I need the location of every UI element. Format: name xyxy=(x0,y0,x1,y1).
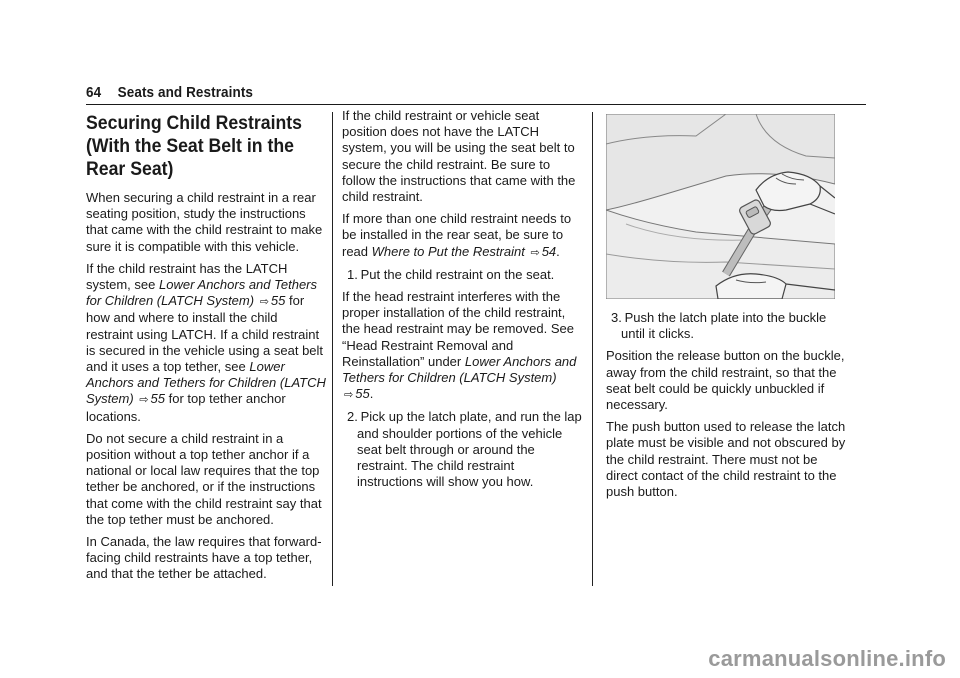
xref-arrow-icon: ⇨ xyxy=(530,246,540,259)
column-divider-1 xyxy=(332,112,333,586)
column-2 xyxy=(342,108,582,496)
xref-arrow-icon: ⇨ xyxy=(139,394,149,407)
step-3: 3. Push the latch plate into the buckle until it clicks. xyxy=(611,310,827,342)
header-rule xyxy=(86,104,866,105)
step-3-note: The push button used to release the latch plate must be visible and not obscured by the child restraint. There must not be direct contact of the child restraint to the push button. xyxy=(606,419,846,500)
page-reference[interactable]: 55 xyxy=(150,391,165,407)
paragraph-latch: If the child restraint has the LATCH system, see Lower Anchors and Tethers for Children (LATCH System) ⇨ 55 for how and where to install the child restraint using LATCH. If a child restraint is secured in the vehicle using a seat belt and it uses a top tether, see Lower Anchors and Tethers for Children (LATCH System) ⇨ 55 for top tether anchor locations. xyxy=(86,260,326,424)
column-3 xyxy=(606,310,846,506)
page-reference[interactable]: 55 xyxy=(355,386,370,402)
watermark: carmanualsonline.info xyxy=(708,646,946,671)
step-2: 2. Pick up the latch plate, and run the lap and shoulder portions of the vehicle seat belt through or around the restraint. The child restraint instructions will show you how. xyxy=(347,409,582,490)
page-reference[interactable]: 54 xyxy=(541,243,557,259)
column-divider-2 xyxy=(592,112,593,586)
cross-reference[interactable]: Lower Anchors and Tethers for Children (LATCH System) xyxy=(86,359,326,407)
xref-arrow-icon: ⇨ xyxy=(259,296,269,309)
paragraph: When securing a child restraint in a rear seating position, study the instructions that came with the child restraint to make sure it is compatible with this vehicle. xyxy=(86,190,323,254)
cross-reference[interactable]: Lower Anchors and Tethers for Children (LATCH System) xyxy=(86,277,318,309)
page-number: 64 xyxy=(86,84,102,101)
page-header xyxy=(86,84,253,101)
paragraph: If the child restraint or vehicle seat position does not have the LATCH system, you will be using the seat belt to secure the child restraint. Be sure to follow the instructions that came with the child restraint. xyxy=(342,108,576,205)
xref-arrow-icon: ⇨ xyxy=(344,389,354,402)
step-3-note: Position the release button on the buckle, away from the child restraint, so that the seat belt could be quickly unbuckled if necessary. xyxy=(606,348,845,413)
step-1: 1. Put the child restraint on the seat. xyxy=(347,266,555,282)
page-reference[interactable]: 55 xyxy=(270,293,286,309)
section-heading: Securing Child Restraints (With the Seat Belt in the Rear Seat) xyxy=(86,113,303,180)
column-1 xyxy=(86,112,326,589)
cross-reference[interactable]: Where to Put the Restraint xyxy=(371,243,525,259)
section-title: Seats and Restraints xyxy=(117,84,254,101)
seat-belt-buckle-illustration xyxy=(606,114,835,299)
step-1-note: If the head restraint interferes with the proper installation of the child restraint, the head restraint may be removed. See “Head Restraint Removal and Reinstallation” under Lower Anchors and Tethers for Children (LATCH System) ⇨ 55. xyxy=(342,289,577,402)
cross-reference[interactable]: Lower Anchors and Tethers for Children (LATCH System) xyxy=(342,353,577,386)
paragraph-multiple: If more than one child restraint needs to be installed in the rear seat, be sure to read Where to Put the Restraint ⇨ 54. xyxy=(342,211,572,259)
paragraph: Do not secure a child restraint in a position without a top tether anchor if a national or local law requires that the top tether be anchored, or if the instructions that come with the child restraint say that the top tether must be anchored. xyxy=(86,430,322,527)
paragraph: In Canada, the law requires that forward-facing child restraints have a top tether, and that the tether be attached. xyxy=(86,534,322,582)
